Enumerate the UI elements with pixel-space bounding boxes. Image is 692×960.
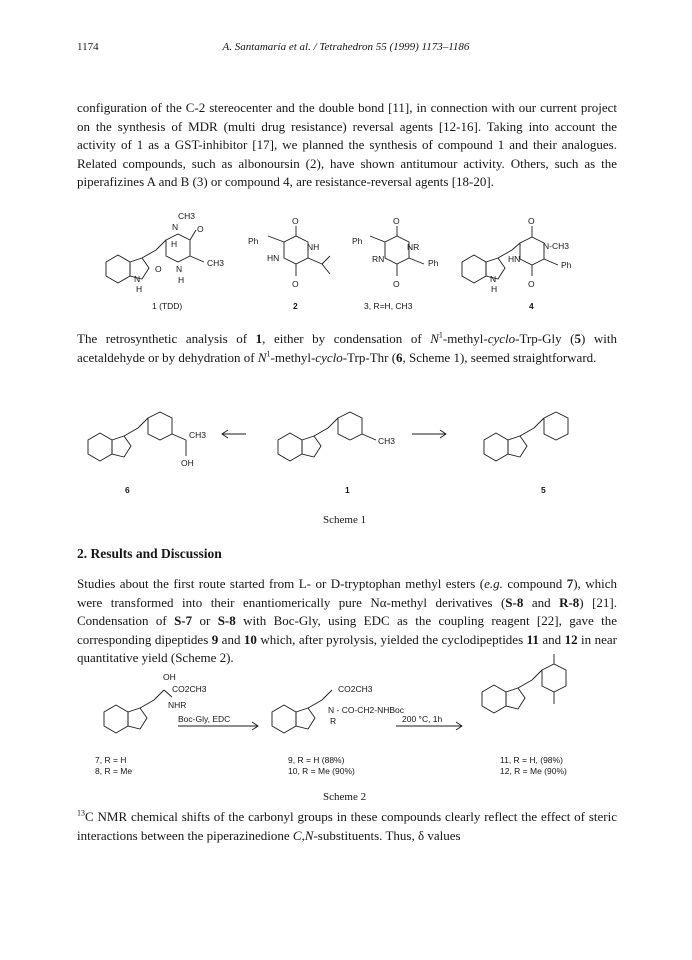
atom-n: N bbox=[490, 274, 497, 284]
amide-chain: N - CO-CH2-NHBoc bbox=[328, 705, 405, 715]
label-compound-1-scheme: 1 bbox=[345, 485, 350, 495]
atom-hn: HN bbox=[267, 253, 280, 263]
atom-n2: N bbox=[176, 264, 183, 274]
label-compound-4: 4 bbox=[529, 301, 534, 311]
scheme-1-caption: Scheme 1 bbox=[323, 514, 367, 526]
svg-text:CH3: CH3 bbox=[189, 430, 207, 440]
atom-ph: Ph bbox=[248, 236, 259, 246]
atom-ph2: Ph bbox=[428, 258, 439, 268]
atom-o2: O bbox=[292, 279, 299, 289]
atom-oh: OH bbox=[181, 458, 194, 468]
running-header-citation: A. Santamaría et al. / Tetrahedron 55 (1999) 1173–1186 bbox=[222, 41, 470, 53]
atom-n: N bbox=[172, 222, 179, 232]
atom-h: H bbox=[171, 239, 178, 249]
label-12: 12, R = Me (90%) bbox=[500, 766, 567, 776]
atom-nh: NH bbox=[307, 242, 320, 252]
amine-group-1: NHR bbox=[168, 700, 187, 710]
atom-nch3: N-CH3 bbox=[543, 241, 569, 251]
retrosynthesis-paragraph: The retrosynthetic analysis of 1, either by condensation of $N^1-methyl-cyclo-Trp$-Gly (5) with acetaldehyde or by dehydration of $N^1-methyl-cyclo-Trp$-Thr (6, Scheme 1), seemed straightforward. bbox=[77, 330, 617, 365]
atom-h: OH bbox=[163, 672, 176, 682]
atom-ch3: CH3 bbox=[178, 211, 196, 221]
atom-o: O bbox=[528, 216, 535, 226]
svg-text:CH3: CH3 bbox=[378, 436, 396, 446]
atom-o: O bbox=[197, 224, 204, 234]
r-group: R bbox=[330, 716, 337, 726]
atom-h2: H bbox=[178, 275, 185, 285]
atom-ch3-2: CH3 bbox=[207, 258, 225, 268]
scheme-2-caption: Scheme 2 bbox=[323, 791, 367, 803]
ester-group-1: CO2CH3 bbox=[172, 684, 207, 694]
atom-ph: Ph bbox=[352, 236, 363, 246]
label-7: 7, R = H bbox=[95, 755, 127, 765]
reagent-2: 200 °C, 1h bbox=[402, 714, 443, 724]
label-compound-2: 2 bbox=[293, 301, 298, 311]
label-10: 10, R = Me (90%) bbox=[288, 766, 355, 776]
atom-o2: O bbox=[528, 279, 535, 289]
atom-o2: O bbox=[155, 264, 162, 274]
page-number: 1174 bbox=[77, 41, 99, 53]
nmr-paragraph: $^{13}$C NMR chemical shifts of the carbonyl groups in these compounds clearly reflect the effect of steric interactions between the piperazinedione C,N-substituents. Thus, δ values bbox=[77, 808, 617, 843]
reagent-1: Boc-Gly, EDC bbox=[178, 714, 231, 724]
atom-o2: O bbox=[393, 279, 400, 289]
atom-o: O bbox=[292, 216, 299, 226]
atom-rn: RN bbox=[372, 254, 385, 264]
atom-ph: Ph bbox=[561, 260, 572, 270]
label-compound-5: 5 bbox=[541, 485, 546, 495]
atom-nr: NR bbox=[407, 242, 420, 252]
label-8: 8, R = Me bbox=[95, 766, 133, 776]
structure-9-10 bbox=[272, 690, 332, 733]
intro-paragraph: configuration of the C-2 stereocenter and the double bond [11], in connection with our current project on the synthesis of MDR (multi drug resistance) reversal agents [12-16]. Taking into account the activity of 1 as a GST-inhibitor [17], we planned the synthesis of compound 1 and their analogues. Related compounds, such as albonoursin (2), have shown antitumour activity. Others, such as the piperafizines A and B (3) or compound 4, are resistance-reversal agents [18-20]. bbox=[77, 100, 617, 190]
atom-hn: HN bbox=[508, 254, 521, 264]
structure-11-12 bbox=[482, 654, 566, 713]
atom-o: O bbox=[393, 216, 400, 226]
label-compound-1: 1 (TDD) bbox=[152, 301, 183, 311]
structure-7-8 bbox=[104, 672, 176, 733]
atom-nh: N bbox=[134, 274, 141, 284]
label-9: 9, R = H (88%) bbox=[288, 755, 345, 765]
results-paragraph: Studies about the first route started from L- or D-tryptophan methyl esters (e.g. compound 7), which were transformed into their enantiomerically pure Nα-methyl derivatives (S-8 and R-8) [21]. Condensation of S-7 or S-8 with Boc-Gly, using EDC as the coupling reagent [22], gave the corresponding dipeptides 9 and 10 which, after pyrolysis, yielded the cyclodipeptides 11 and 12 in near quantitative yield (Scheme 2). bbox=[77, 576, 617, 666]
label-compound-6: 6 bbox=[125, 485, 130, 495]
atom-h: H bbox=[491, 284, 498, 294]
atom-h3: H bbox=[136, 284, 143, 294]
ester-group-2: CO2CH3 bbox=[338, 684, 373, 694]
label-11: 11, R = H, (98%) bbox=[500, 755, 563, 765]
section-heading: 2. Results and Discussion bbox=[77, 546, 222, 561]
label-compound-3: 3, R=H, CH3 bbox=[364, 301, 413, 311]
